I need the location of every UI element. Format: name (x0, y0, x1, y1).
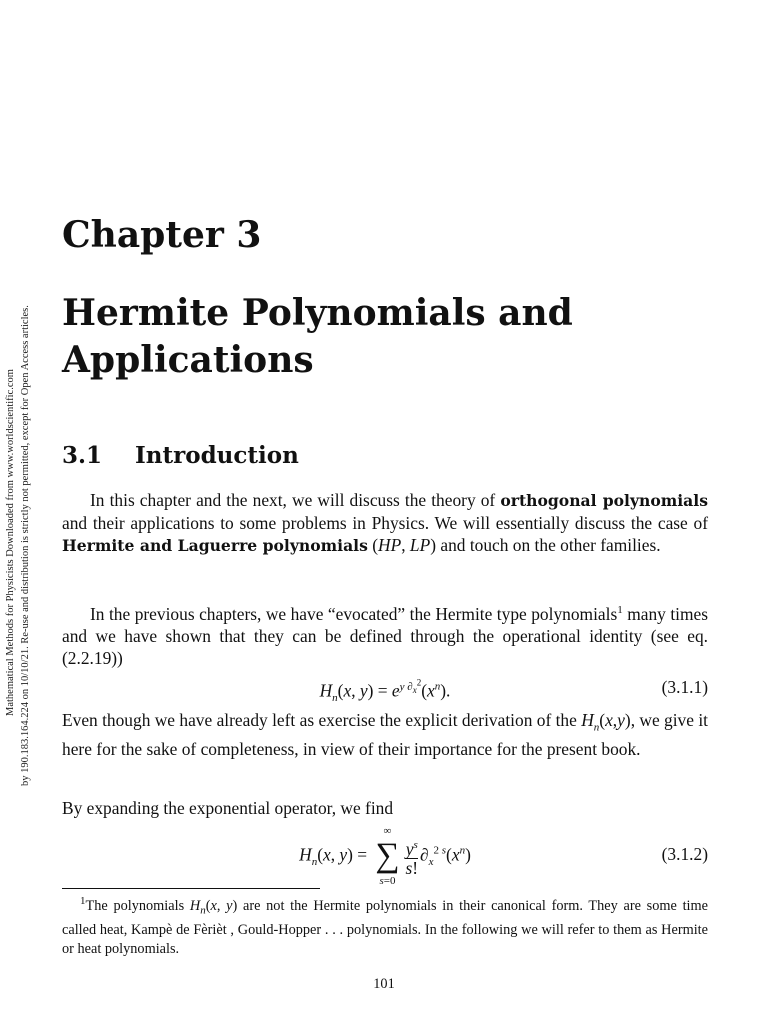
download-notice-line-2: by 190.183.164.224 on 10/10/21. Re-use and distribution is strictly not permitted, except for Open Access articles. (20, 305, 31, 786)
equation-3-1-1-number: (3.1.1) (661, 677, 708, 697)
section-title: Introduction (135, 442, 299, 469)
download-notice (0, 0, 46, 820)
equation-3-1-1 (62, 677, 708, 707)
footnote-reference[interactable]: 1 (617, 604, 623, 616)
chapter-title: Hermite Polynomials and Applications (62, 292, 573, 381)
footnote-number: 1 (80, 895, 86, 907)
equation-3-1-2 (62, 825, 708, 888)
chapter-heading: Chapter 3 (62, 214, 262, 256)
footnote-rule (62, 888, 320, 889)
previous-chapters-paragraph: In the previous chapters, we have “evocated” the Hermite type polynomials$^1$ many times and we have shown that they can be defined through the operational identity (see eq. (2.2.19)) (62, 603, 708, 668)
fraction: $\frac{y^s}{s!}$ (405, 836, 418, 877)
equation-3-1-2-body: $H_n(x$, y) = ∞ ∑ s=0 $\frac{y^s}{s!}$ $\partial_x^{2 s}(x^n)$ (299, 825, 471, 888)
section-heading (62, 442, 299, 469)
section-number: 3.1 (62, 442, 103, 469)
equation-3-1-1-body: $H_n(x$, $y) = e^{y \partial_x^2}(x^n)$. (319, 677, 451, 704)
page-number: 101 (373, 976, 395, 992)
expansion-paragraph: By expanding the exponential operator, we find (62, 798, 394, 818)
intro-paragraph: In this chapter and the next, we will discuss the theory of orthogonal polynomials and their applications to some problems in Physics. We will essentially discuss the case of Hermite and Laguerre polynomials (HP, LP) and touch on the other families. (62, 490, 708, 555)
equation-3-1-2-number: (3.1.2) (661, 844, 708, 864)
download-notice-line-1: Mathematical Methods for Physicists Downloaded from www.worldscientific.com (5, 369, 16, 716)
derivation-paragraph: Even though we have already left as exercise the explicit derivation of the $H_n(x,y)$, we give it here for the sake of completeness, in view of their importance for the present book. (62, 710, 708, 760)
footnote: $^1$The polynomials $H_n(x$, y) are not the Hermite polynomials in their canonical form. They are some time called heat, Kampè de Fèrièt , Gould-Hopper . . . polynomials. In the following we will refer to them as Hermite or heat polynomials. (62, 895, 708, 957)
summation-symbol: ∞ ∑ s=0 (375, 825, 400, 888)
